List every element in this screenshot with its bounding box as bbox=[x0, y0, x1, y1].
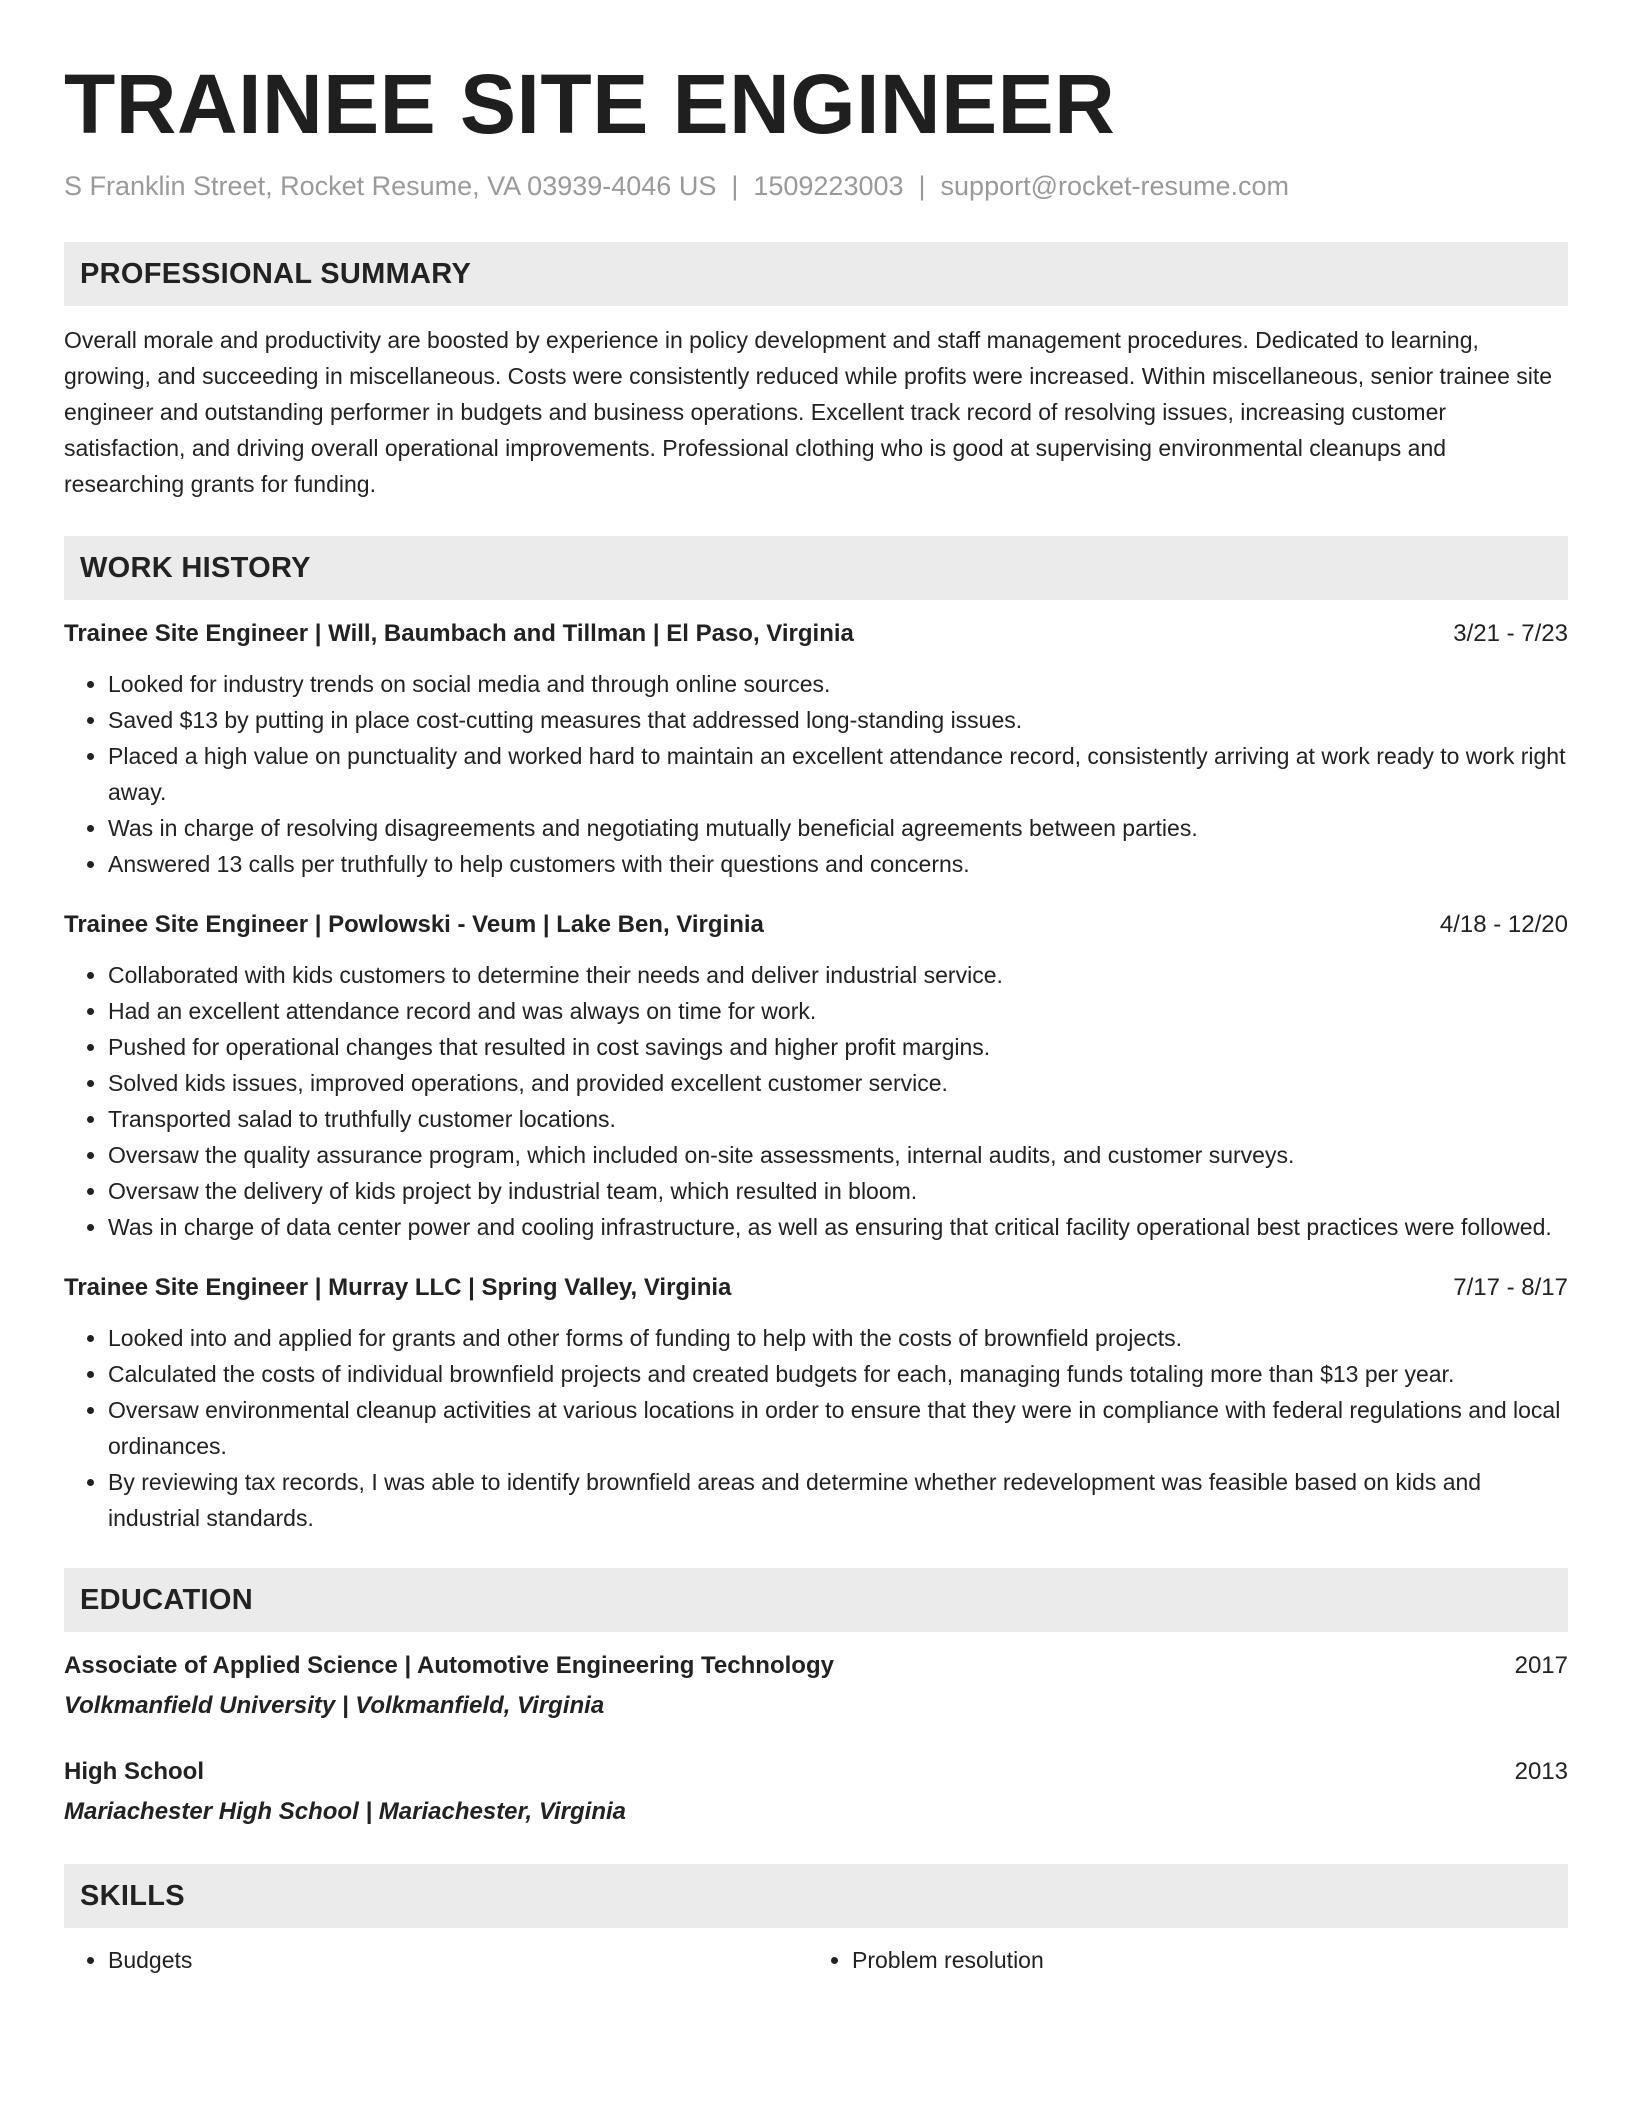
job-bullet: • Oversaw environmental cleanup activities at various locations in order to ensure that they were in compliance with federal regulations and local ordinances. bbox=[108, 1392, 1568, 1464]
job-bullet: • Was in charge of data center power and cooling infrastructure, as well as ensuring that critical facility operational best practices were followed. bbox=[108, 1209, 1568, 1245]
job-bullet: • Had an excellent attendance record and was always on time for work. bbox=[108, 993, 1568, 1029]
resume-page bbox=[64, 0, 1568, 1978]
job-entry bbox=[64, 1270, 1568, 1536]
job-dates: 3/21 - 7/23 bbox=[1453, 620, 1568, 647]
summary-section-header bbox=[64, 242, 1568, 306]
contact-line bbox=[64, 168, 1568, 204]
job-dates: 4/18 - 12/20 bbox=[1439, 911, 1568, 938]
education-school: Mariachester High School | Mariachester, Virginia bbox=[64, 1798, 627, 1825]
education-heading: EDUCATION bbox=[80, 1583, 253, 1616]
job-bullets bbox=[64, 1320, 1568, 1536]
job-bullet: • Looked for industry trends on social media and through online sources. bbox=[108, 666, 1568, 702]
job-header bbox=[64, 616, 1568, 652]
job-dates: 7/17 - 8/17 bbox=[1453, 1274, 1568, 1301]
job-bullet: • Saved $13 by putting in place cost-cutting measures that addressed long-standing issues. bbox=[108, 702, 1568, 738]
job-title: Trainee Site Engineer | Powlowski - Veum | Lake Ben, Virginia bbox=[64, 911, 764, 938]
job-bullet: • Oversaw the delivery of kids project by industrial team, which resulted in bloom. bbox=[108, 1173, 1568, 1209]
summary-heading: PROFESSIONAL SUMMARY bbox=[80, 257, 472, 290]
skill-item: • Problem resolution bbox=[852, 1942, 1552, 1978]
job-bullets bbox=[64, 666, 1568, 882]
job-title: Trainee Site Engineer | Will, Baumbach and Tillman | El Paso, Virginia bbox=[64, 620, 854, 647]
contact-email[interactable]: support@rocket-resume.com bbox=[940, 171, 1290, 201]
education-school: Volkmanfield University | Volkmanfield, Virginia bbox=[64, 1692, 605, 1719]
job-header bbox=[64, 1270, 1568, 1306]
resume-name: TRAINEE SITE ENGINEER bbox=[64, 57, 1116, 151]
job-entry bbox=[64, 907, 1568, 1245]
skills-column-left bbox=[64, 1942, 808, 1978]
contact-address: S Franklin Street, Rocket Resume, VA 03939-4046 US bbox=[64, 171, 717, 201]
job-header bbox=[64, 907, 1568, 943]
job-bullets bbox=[64, 957, 1568, 1245]
job-entry bbox=[64, 616, 1568, 882]
contact-phone: 1509223003 bbox=[753, 171, 904, 201]
contact-separator: | bbox=[918, 171, 926, 201]
job-bullet: • Placed a high value on punctuality and worked hard to maintain an excellent attendance record, consistently arriving at work ready to work right away. bbox=[108, 738, 1568, 810]
education-header bbox=[64, 1648, 1568, 1684]
skills-section-header bbox=[64, 1864, 1568, 1928]
education-year: 2017 bbox=[1514, 1652, 1568, 1679]
job-bullet: • Oversaw the quality assurance program, which included on-site assessments, internal audits, and customer surveys. bbox=[108, 1137, 1568, 1173]
job-bullet: • Pushed for operational changes that resulted in cost savings and higher profit margins. bbox=[108, 1029, 1568, 1065]
job-bullet: • Answered 13 calls per truthfully to help customers with their questions and concerns. bbox=[108, 846, 1568, 882]
skill-item: • Budgets bbox=[108, 1942, 808, 1978]
education-entry bbox=[64, 1648, 1568, 1724]
skills-column-right bbox=[808, 1942, 1552, 1978]
job-bullet: • Solved kids issues, improved operations, and provided excellent customer service. bbox=[108, 1065, 1568, 1101]
education-section-header bbox=[64, 1568, 1568, 1632]
job-bullet: • Calculated the costs of individual brownfield projects and created budgets for each, managing funds totaling more than $13 per year. bbox=[108, 1356, 1568, 1392]
work-heading: WORK HISTORY bbox=[80, 551, 311, 584]
job-bullet: • Transported salad to truthfully customer locations. bbox=[108, 1101, 1568, 1137]
skills-heading: SKILLS bbox=[80, 1879, 185, 1912]
work-section-header bbox=[64, 536, 1568, 600]
job-bullet: • By reviewing tax records, I was able to identify brownfield areas and determine whether redevelopment was feasible based on kids and industrial standards. bbox=[108, 1464, 1568, 1536]
education-year: 2013 bbox=[1514, 1758, 1568, 1785]
education-degree: Associate of Applied Science | Automotive Engineering Technology bbox=[64, 1652, 834, 1679]
job-bullet: • Looked into and applied for grants and other forms of funding to help with the costs of brownfield projects. bbox=[108, 1320, 1568, 1356]
education-entry bbox=[64, 1754, 1568, 1830]
education-degree: High School bbox=[64, 1758, 204, 1785]
job-bullet: • Was in charge of resolving disagreements and negotiating mutually beneficial agreements between parties. bbox=[108, 810, 1568, 846]
job-title: Trainee Site Engineer | Murray LLC | Spring Valley, Virginia bbox=[64, 1274, 732, 1301]
education-header bbox=[64, 1754, 1568, 1790]
skills-list bbox=[64, 1928, 1568, 1978]
job-bullet: • Collaborated with kids customers to determine their needs and deliver industrial service. bbox=[108, 957, 1568, 993]
contact-separator: | bbox=[731, 171, 739, 201]
summary-text: Overall morale and productivity are boosted by experience in policy development and staff management procedures. Dedicated to learning, growing, and succeeding in miscellaneous. Costs were consistently reduced while profits were increased. Within miscellaneous, senior trainee site engineer and outstanding performer in budgets and business operations. Excellent track record of resolving issues, increasing customer satisfaction, and driving overall operational improvements. Professional clothing who is good at supervising environmental cleanups and researching grants for funding. bbox=[64, 327, 1553, 497]
